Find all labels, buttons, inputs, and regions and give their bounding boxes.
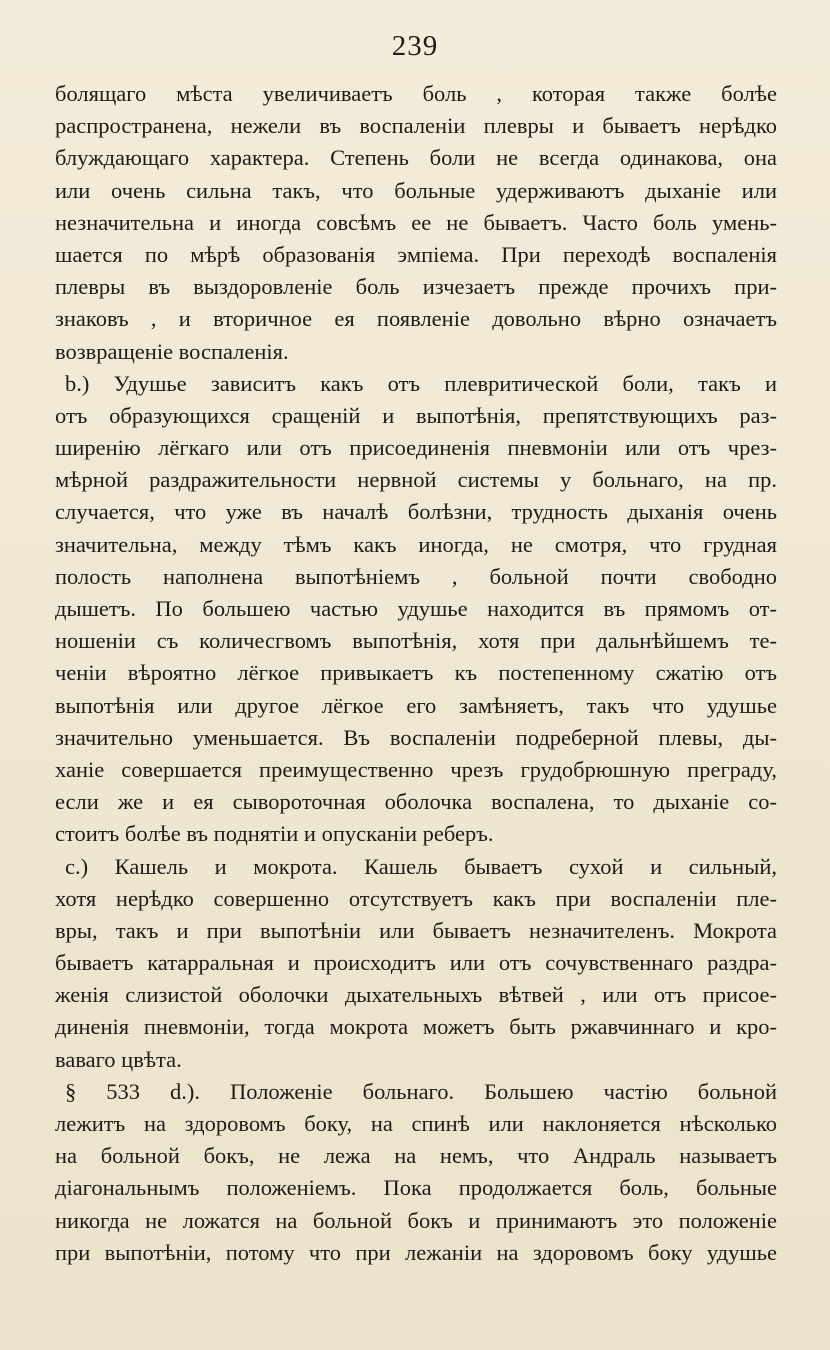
text-line: болящаго мѣста увеличиваетъ боль , которая также болѣе xyxy=(55,81,777,106)
text-line: лежитъ на здоровомъ боку, на спинѣ или наклоняется нѣсколько xyxy=(55,1111,777,1136)
text-line: ченіи вѣроятно лёгкое привыкаетъ къ постепенному сжатію отъ xyxy=(55,660,777,686)
text-line: знаковъ , и вторичное ея появленіе довольно вѣрно означаетъ xyxy=(55,306,777,332)
text-line: значительна, между тѣмъ какъ иногда, не смотря, что грудная xyxy=(55,531,777,557)
text-line: распространена, нежели въ воспаленіи плевры и бываетъ нерѣдко xyxy=(55,113,777,139)
text-line: § 533 d.). Положеніе больнаго. Большею частію больной xyxy=(65,1078,777,1104)
text-line: мѣрной раздражительности нервной системы у больнаго, на пр. xyxy=(55,467,777,493)
text-line: b.) Удушье зависитъ какъ отъ плевритической боли, такъ и xyxy=(65,370,777,396)
text-line: значительно уменьшается. Въ воспаленіи подреберной плевы, ды- xyxy=(55,724,777,750)
text-line: ношеніи съ количесгвомъ выпотѣнія, хотя при дальнѣйшемъ те- xyxy=(55,628,777,654)
text-line: диненія пневмоніи, тогда мокрота можетъ быть ржавчиннаго и кро- xyxy=(55,1014,777,1040)
text-line: ваваго цвѣта. xyxy=(55,1046,182,1072)
text-line: возвращеніе воспаленія. xyxy=(55,338,289,364)
text-line: женія слизистой оболочки дыхательныхъ вѣтвей , или отъ присое- xyxy=(55,982,777,1008)
text-line: выпотѣнія или другое лёгкое его замѣняетъ, такъ что удушье xyxy=(55,692,777,718)
text-line: плевры въ выздоровленіе боль изчезаетъ прежде прочихъ при- xyxy=(55,274,777,300)
text-line: хотя нерѣдко совершенно отсутствуетъ какъ при воспаленіи пле- xyxy=(55,885,777,911)
text-line: отъ образующихся сращеній и выпотѣнія, препятствующихъ раз- xyxy=(55,402,777,428)
text-line: шается по мѣрѣ образованія эмпіема. При переходѣ воспаленія xyxy=(55,241,777,267)
text-line: на больной бокъ, не лежа на немъ, что Андраль называетъ xyxy=(55,1143,777,1169)
text-line: c.) Кашель и мокрота. Кашель бываетъ сухой и сильный, xyxy=(65,853,777,879)
text-line: бываетъ катарральная и происходитъ или отъ сочувственнаго раздра- xyxy=(55,950,777,976)
text-line: ширенію лёгкаго или отъ присоединенія пневмоніи или отъ чрез- xyxy=(55,435,777,461)
text-line: дышетъ. По большею частью удушье находится въ прямомъ от- xyxy=(55,596,777,621)
text-line: или очень сильна такъ, что больные удерживаютъ дыханіе или xyxy=(55,177,777,203)
text-line: діагональнымъ положеніемъ. Пока продолжается боль, больные xyxy=(55,1175,777,1201)
text-line: полость наполнена выпотѣніемъ , больной почти свободно xyxy=(55,563,777,589)
text-line: при выпотѣніи, потому что при лежаніи на здоровомъ боку удушье xyxy=(55,1239,777,1265)
text-line: ханіе совершается преимущественно чрезъ грудобрюшную преграду, xyxy=(55,756,777,782)
text-line: незначительна и иногда совсѣмъ ее не бываетъ. Часто боль умень- xyxy=(55,209,777,235)
text-line: случается, что уже въ началѣ болѣзни, трудность дыханія очень xyxy=(55,499,777,525)
page-text xyxy=(55,78,777,1269)
text-line: блуждающаго характера. Степень боли не всегда одинакова, она xyxy=(55,145,777,171)
text-line: стоитъ болѣе въ поднятіи и опусканіи реберъ. xyxy=(55,821,494,847)
text-line: если же и ея сывороточная оболочка воспалена, то дыханіе со- xyxy=(55,789,777,815)
text-line: вры, такъ и при выпотѣніи или бываетъ незначителенъ. Мокрота xyxy=(55,917,777,943)
page-number: 239 xyxy=(391,30,439,62)
text-line: никогда не ложатся на больной бокъ и принимаютъ это положеніе xyxy=(55,1207,777,1233)
